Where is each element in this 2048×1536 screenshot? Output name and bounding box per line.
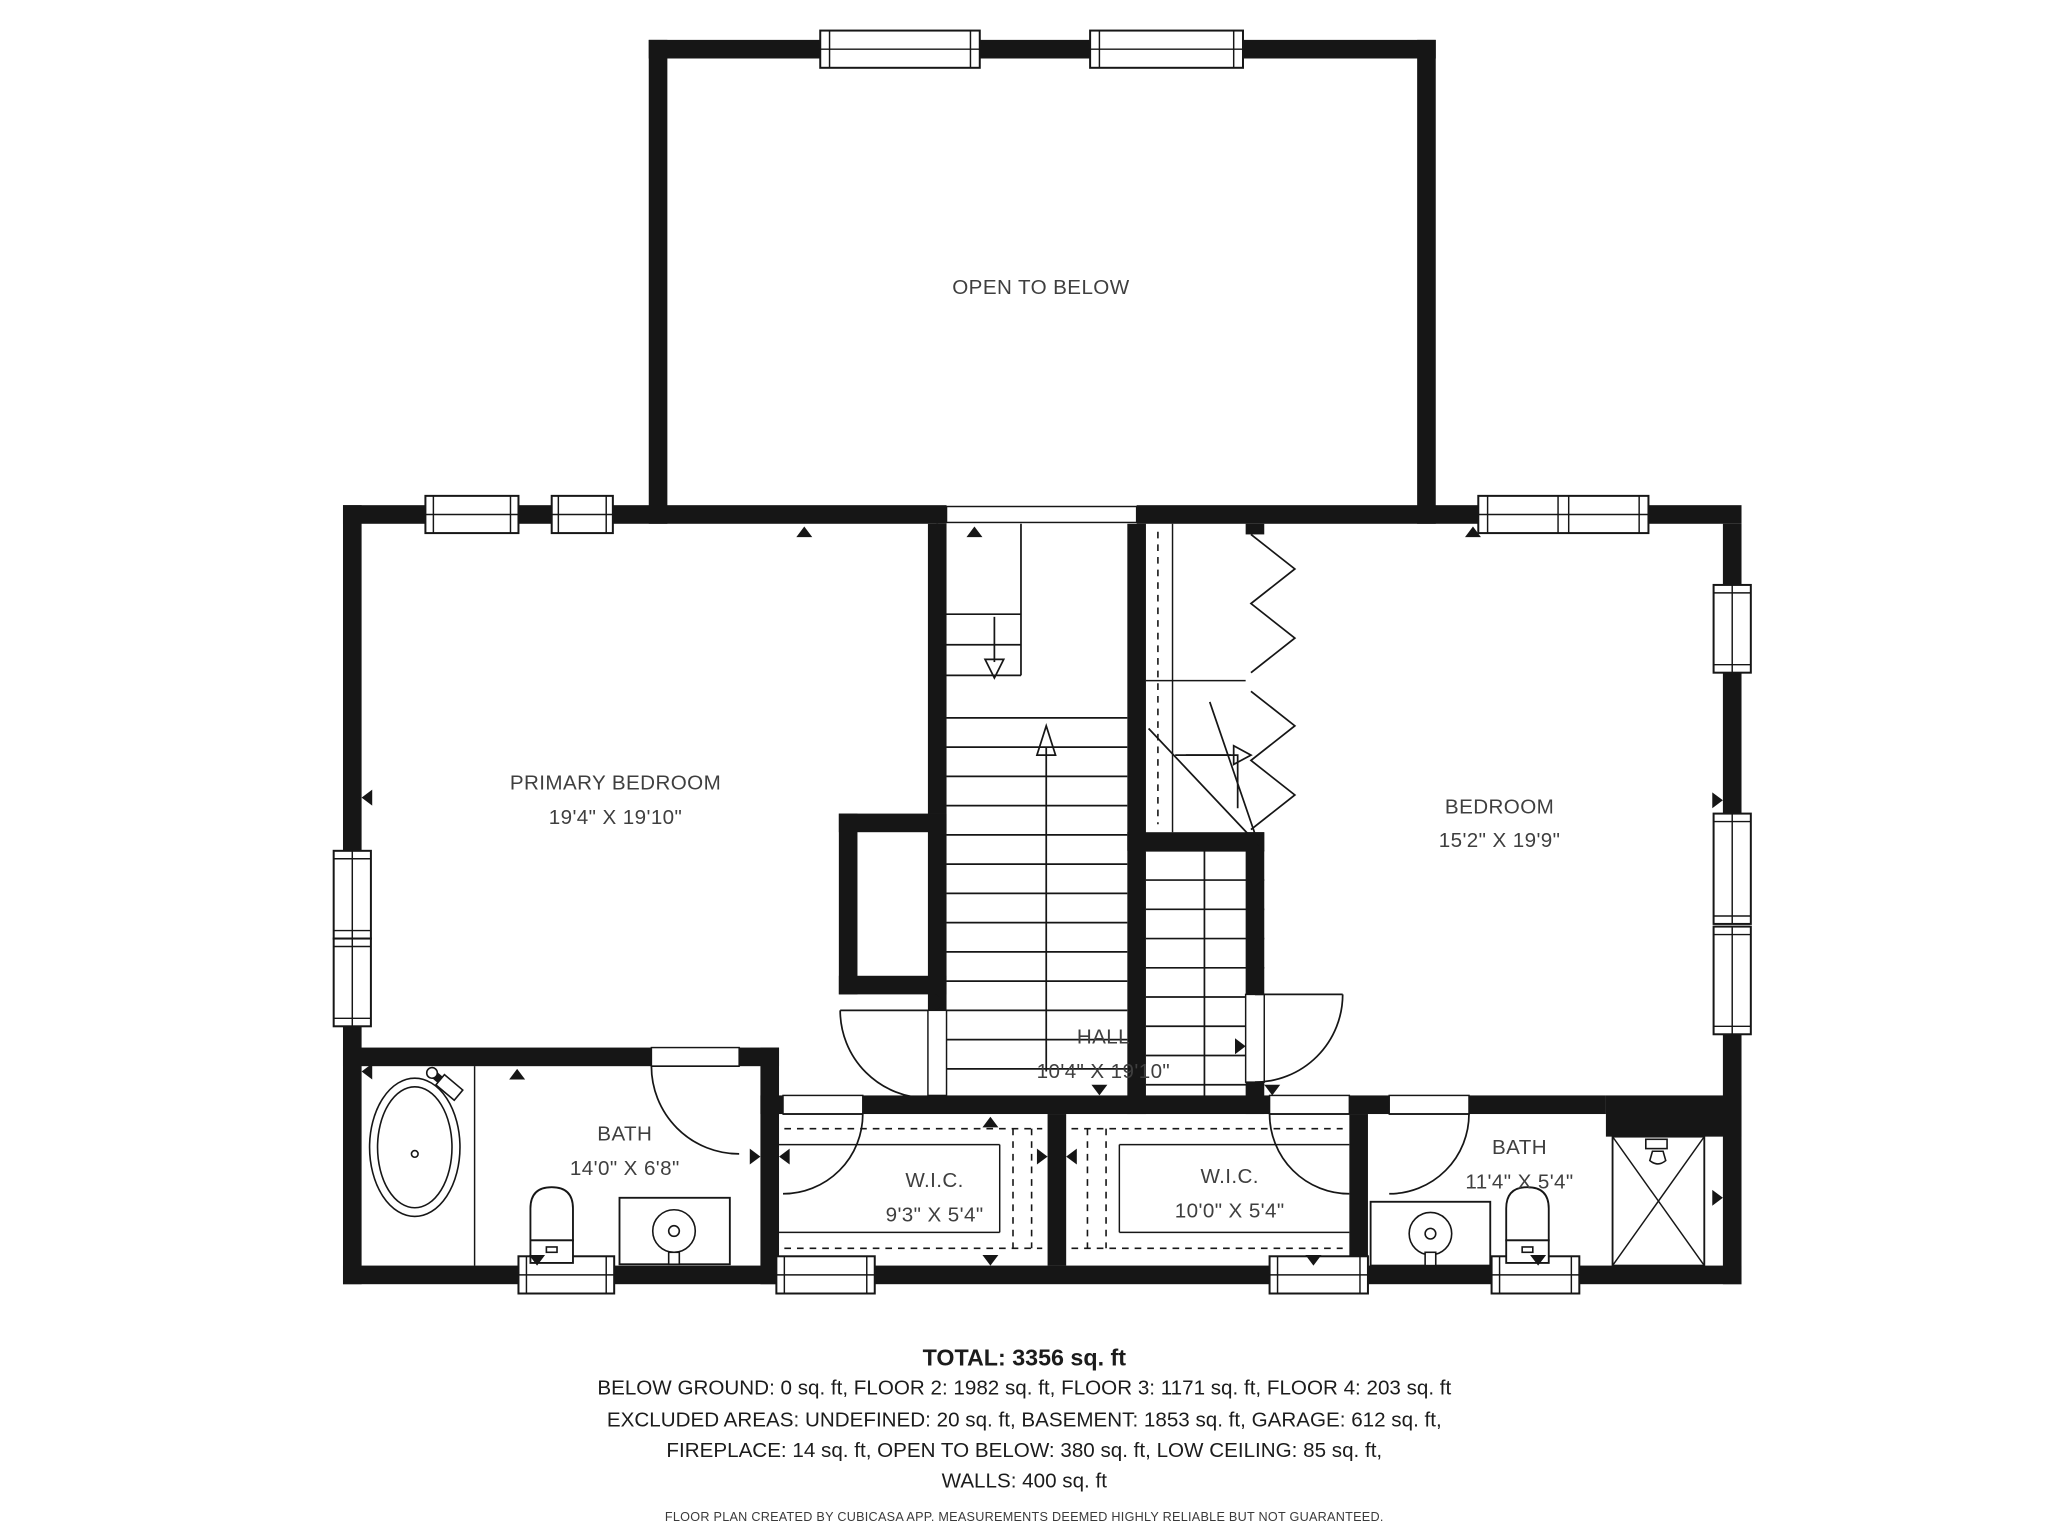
window-icon	[1714, 927, 1751, 1035]
door-primary-bath	[651, 1048, 739, 1154]
stairs-up-arrow	[1037, 726, 1056, 1072]
stairs-down-arrow	[985, 617, 1004, 678]
sink-vanity-icon	[1371, 1202, 1491, 1266]
room-dims-wic-left: 9'3" X 5'4"	[885, 1204, 984, 1228]
footer-disclaimer: FLOOR PLAN CREATED BY CUBICASA APP. MEASUREMENTS DEEMED HIGHLY RELIABLE BUT NOT GUARANTEED.	[664, 1510, 1384, 1525]
room-label-bath-right: BATH	[1491, 1136, 1548, 1160]
room-label-open-to-below: OPEN TO BELOW	[952, 276, 1130, 300]
window-icon	[1090, 31, 1243, 68]
closet-bifold-doors	[1146, 524, 1295, 832]
summary-floors: BELOW GROUND: 0 sq. ft, FLOOR 2: 1982 sq. ft, FLOOR 3: 1171 sq. ft, FLOOR 4: 203 sq. ft	[597, 1377, 1452, 1400]
room-label-primary-bath: BATH	[597, 1123, 653, 1146]
door-bedroom	[1246, 994, 1343, 1082]
sink-vanity-icon	[620, 1198, 730, 1264]
window-icon	[334, 851, 371, 939]
window-icon	[1714, 814, 1751, 924]
window-icon	[1478, 496, 1648, 533]
toilet-icon	[1506, 1187, 1549, 1263]
room-dims-primary-bath: 14'0" X 6'8"	[569, 1157, 680, 1181]
window-icon	[425, 496, 518, 533]
summary-excluded-2: FIREPLACE: 14 sq. ft, OPEN TO BELOW: 380 sq. ft, LOW CEILING: 85 sq. ft,	[666, 1439, 1383, 1463]
toilet-icon	[530, 1187, 573, 1263]
room-label-wic-left: W.I.C.	[905, 1169, 964, 1193]
window-icon	[820, 31, 980, 68]
stairwell-railing	[947, 507, 1137, 523]
room-dims-bath-right: 11'4" X 5'4"	[1465, 1171, 1574, 1194]
window-icon	[334, 939, 371, 1027]
room-label-wic-right: W.I.C.	[1200, 1165, 1259, 1189]
room-label-primary-bedroom: PRIMARY BEDROOM	[509, 772, 722, 795]
window-icon	[1714, 585, 1751, 673]
room-dims-bedroom: 15'2" X 19'9"	[1438, 829, 1561, 853]
summary-excluded-1: EXCLUDED AREAS: UNDEFINED: 20 sq. ft, BASEMENT: 1853 sq. ft, GARAGE: 612 sq. ft,	[606, 1409, 1442, 1432]
room-dims-hall: 10'4" X 19'10"	[1036, 1060, 1171, 1084]
door-bath-right	[1389, 1095, 1469, 1193]
door-primary-bedroom	[840, 1010, 946, 1098]
stairs-right-arrow	[1175, 746, 1251, 765]
window-icon	[1270, 1256, 1368, 1293]
window-icon	[552, 496, 613, 533]
walls	[343, 40, 1742, 1284]
window-icon	[776, 1256, 874, 1293]
room-label-bedroom: BEDROOM	[1444, 796, 1555, 819]
summary-walls: WALLS: 400 sq. ft	[941, 1470, 1107, 1493]
room-dims-primary-bedroom: 19'4" X 19'10"	[548, 806, 683, 830]
room-dims-wic-right: 10'0" X 5'4"	[1174, 1200, 1285, 1224]
summary-total: TOTAL: 3356 sq. ft	[922, 1344, 1127, 1371]
room-label-hall: HALL	[1076, 1026, 1130, 1049]
shower-icon	[1613, 1137, 1705, 1266]
bathtub-icon	[370, 1064, 475, 1265]
